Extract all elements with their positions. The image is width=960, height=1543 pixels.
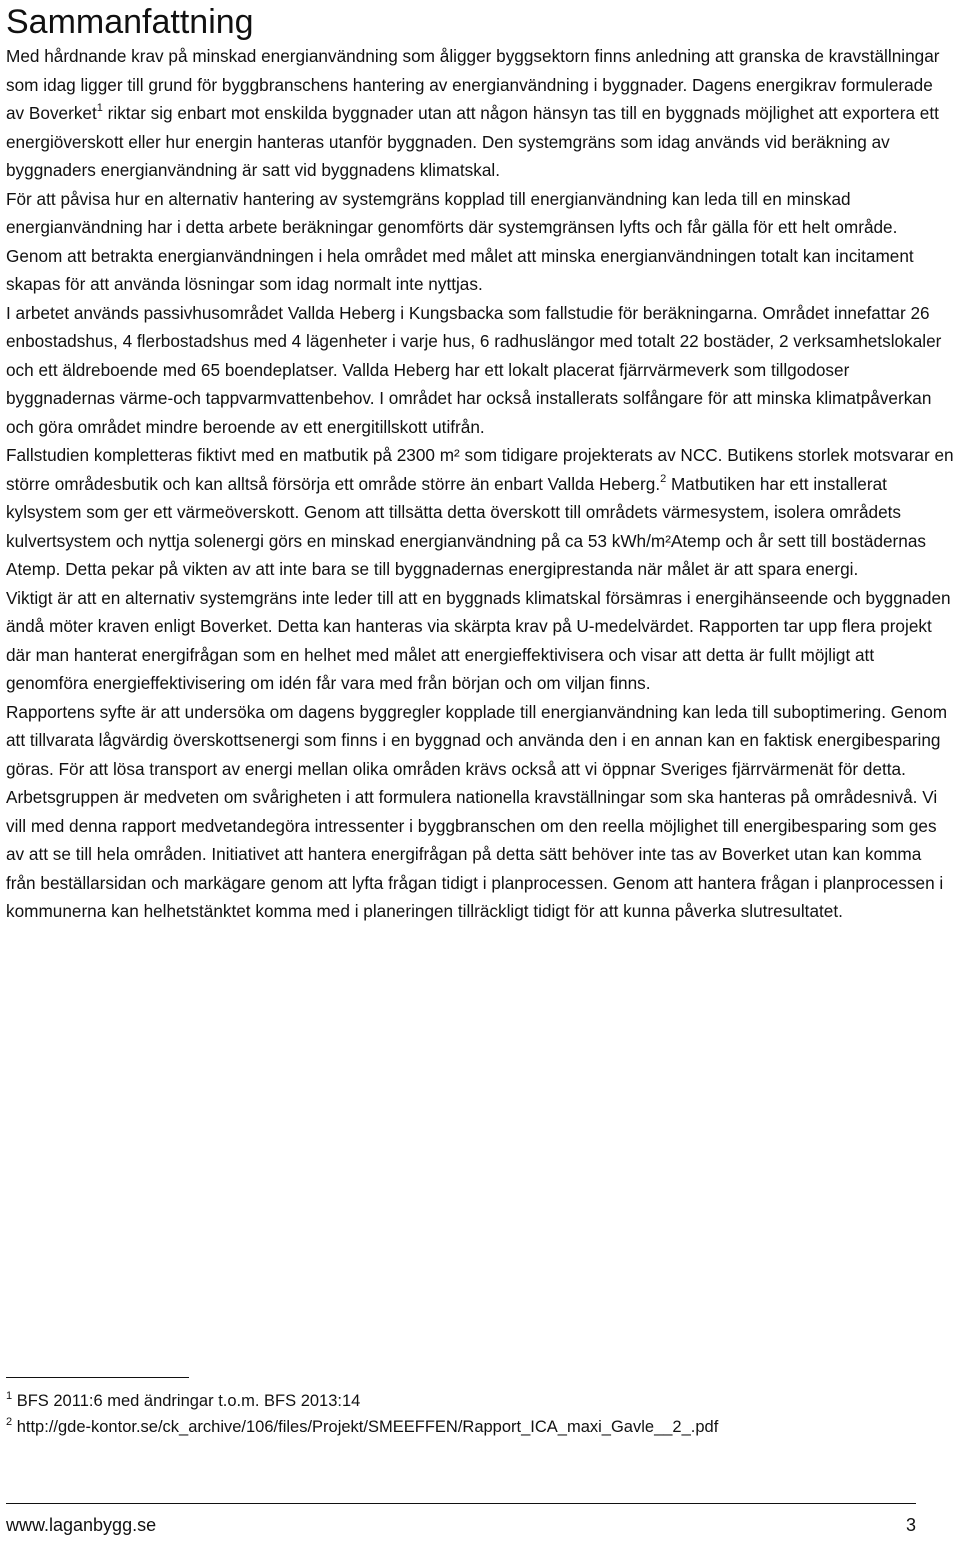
paragraph-5: Viktigt är att en alternativ systemgräns inte leder till att en byggnads klimatskal försämras i energihänseende och byggnaden ändå möter kraven enligt Boverket. Detta kan hanteras via skärpta krav på U-medelvärdet. Rapporten tar upp flera projekt där man hanterat energifrågan som en helhet med målet att energieffektivisera och visar att detta är fullt möjligt att genomföra energieffektivisering om idén får vara med från början och om viljan finns.	[6, 587, 951, 693]
footnote-ref-2[interactable]: 2	[660, 472, 667, 485]
page-footer	[6, 1513, 916, 1537]
footer-website[interactable]: www.laganbygg.se	[6, 1515, 157, 1535]
paragraph-7: Arbetsgruppen är medveten om svårigheten i att formulera nationella kravställningar som ska hanteras på områdesnivå. Vi vill med denna rapport medvetandegöra intressenter i byggbranschen om den reella möjlighet till energibesparing som ges av att se till hela områden. Initiativet att hantera energifrågan på detta sätt behöver inte tas av Boverket utan kan komma från beställarsidan och markägare genom att lyfta frågan tidigt i planprocessen. Genom att hantera frågan i planprocessen i kommunerna kan helhetstänktet komma med i planeringen tillräckligt tidigt för att kunna påverka slutresultatet.	[6, 787, 944, 921]
paragraph-3: I arbetet används passivhusområdet Vallda Heberg i Kungsbacka som fallstudie för beräkningarna. Området innefattar 26 enbostadshus, 4 flerbostadshus med 4 lägenheter i varje hus, 6 radhuslängor med totalt 22 bostäder, 2 verksamhetslokaler och ett äldreboende med 65 boendeplatser. Vallda Heberg har ett lokalt placerat fjärrvärmeverk som tillgodoser byggnadernas värme-och tappvarmvattenbehov. I området har också installerats solfångare för att minska klimatpåverkan och göra området mindre beroende av ett energitillskott utifrån.	[6, 302, 942, 437]
paragraph-2: För att påvisa hur en alternativ hantering av systemgräns kopplad till energianvändning kan leda till en minskad energianvändning har i detta arbete beräkningar genomförts där systemgränsen lyfts och får gälla för ett helt område. Genom att betrakta energianvändningen i hela området med målet att minska energianvändningen totalt kan incitament skapas för att använda lösningar som idag normalt inte nyttjas.	[6, 188, 914, 294]
paragraph-4	[6, 441, 954, 584]
footer-divider	[6, 1503, 916, 1504]
paragraph-1-text-b: riktar sig enbart mot enskilda byggnader utan att någon hänsyn tas till en byggnads möjlighet att exportera ett energiöverskott eller hur energin hanteras utanför byggnaden. Den systemgräns som idag används vid beräkning av byggnaders energianvändning är satt vid byggnadens klimatskal.	[6, 103, 939, 180]
footnote-1	[6, 1388, 954, 1414]
paragraph-6: Rapportens syfte är att undersöka om dagens byggregler kopplade till energianvändning kan leda till suboptimering. Genom att tillvarata lågvärdig överskottsenergi som finns i en byggnad och använda den i en annan kan en faktisk energibesparing göras. För att lösa transport av energi mellan olika områden krävs också att vi öppnar Sveriges fjärrvärmenät för detta.	[6, 701, 948, 779]
section-heading: Sammanfattning	[6, 3, 254, 41]
footnote-number-1: 1	[6, 1390, 13, 1402]
footnote-2	[6, 1414, 954, 1440]
footnotes	[6, 1388, 954, 1440]
footnote-ref-1[interactable]: 1	[96, 102, 103, 114]
page-number: 3	[905, 1515, 916, 1535]
footnote-divider	[6, 1377, 189, 1378]
footnote-link-2[interactable]: http://gde-kontor.se/ck_archive/106/files/Projekt/SMEEFFEN/Rapport_ICA_maxi_Gavle__2_.pdf	[12, 1418, 719, 1436]
footnote-text-1: BFS 2011:6 med ändringar t.o.m. BFS 2013:14	[12, 1392, 361, 1410]
footnote-number-2: 2	[6, 1416, 13, 1428]
paragraph-4-text-a: Fallstudien kompletteras fiktivt med en matbutik på 2300 m² som tidigare projekterats av NCC. Butikens storlek motsvarar en större områdesbutik och kan alltså försörja ett område större än enbart Vallda Heberg.	[6, 445, 954, 494]
paragraph-1	[6, 42, 954, 185]
document-page	[6, 0, 954, 926]
paragraph-4-text-b: Matbutiken har ett installerat kylsystem som ger ett värmeöverskott. Genom att tillsätta detta överskott till områdets värmesystem, isolera områdets kulvertsystem och nyttja solenergi görs en minskad energianvändning på ca 53 kWh/m²Atemp och år sett till bostädernas Atemp. Detta pekar på vikten av att inte bara se till byggnadernas energiprestanda när målet är att spara energi.	[6, 473, 926, 579]
paragraph-1-text-a: Med hårdnande krav på minskad energianvändning som åligger byggsektorn finns anledning att granska de kravställningar som idag ligger till grund för byggbranschens hantering av energianvändning i byggnader. Dagens energikrav formulerade av Boverket	[6, 46, 940, 123]
